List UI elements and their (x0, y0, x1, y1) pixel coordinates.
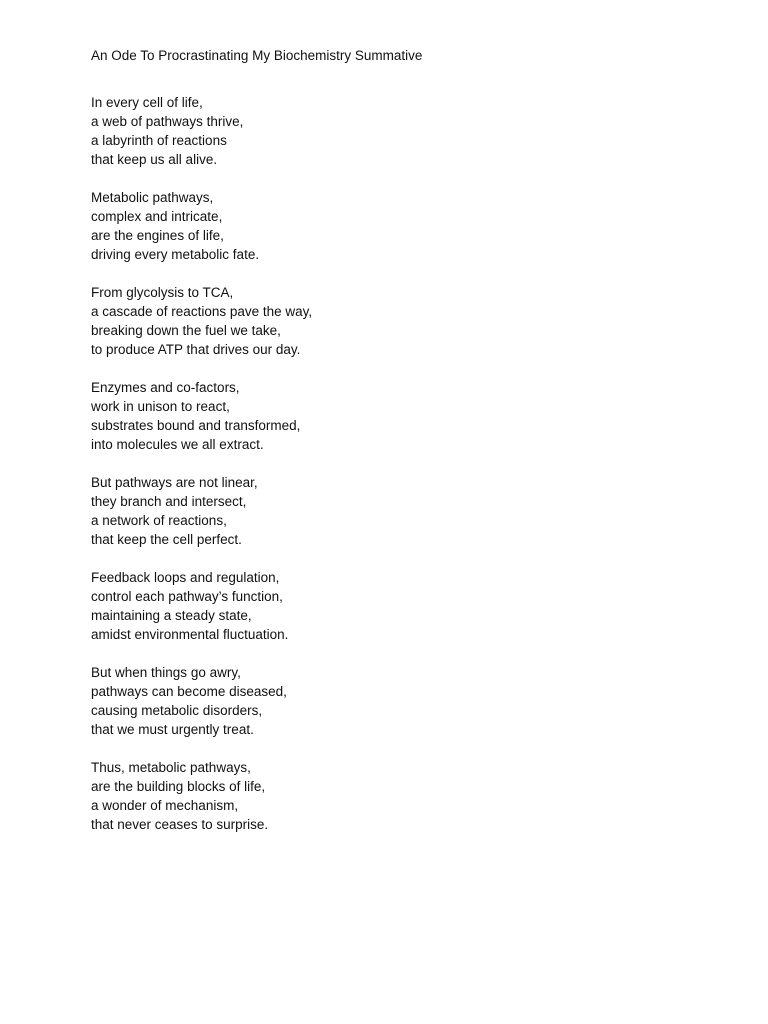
poem-line: Feedback loops and regulation, (91, 570, 280, 585)
document-title: An Ode To Procrastinating My Biochemistry Summative (91, 48, 423, 63)
poem-line: that never ceases to surprise. (91, 817, 269, 832)
poem-body (91, 93, 691, 853)
poem-line: that keep the cell perfect. (91, 532, 242, 547)
poem-line: Enzymes and co-factors, (91, 380, 240, 395)
poem-line: a cascade of reactions pave the way, (91, 304, 313, 319)
stanza (91, 378, 691, 454)
poem-line: Thus, metabolic pathways, (91, 760, 251, 775)
stanza (91, 93, 691, 169)
poem-line: But pathways are not linear, (91, 475, 258, 490)
poem-line: a web of pathways thrive, (91, 114, 244, 129)
poem-line: pathways can become diseased, (91, 684, 287, 699)
poem-line: are the engines of life, (91, 228, 224, 243)
poem-line: a labyrinth of reactions (91, 133, 227, 148)
poem-line: they branch and intersect, (91, 494, 247, 509)
poem-line: that keep us all alive. (91, 152, 218, 167)
stanza (91, 283, 691, 359)
poem-line: substrates bound and transformed, (91, 418, 301, 433)
poem-line: amidst environmental fluctuation. (91, 627, 289, 642)
poem-line: From glycolysis to TCA, (91, 285, 234, 300)
poem-line: control each pathway’s function, (91, 589, 283, 604)
stanza (91, 758, 691, 834)
poem-line: into molecules we all extract. (91, 437, 264, 452)
poem-line: causing metabolic disorders, (91, 703, 263, 718)
poem-line: that we must urgently treat. (91, 722, 254, 737)
poem-line: work in unison to react, (91, 399, 230, 414)
poem-line: a network of reactions, (91, 513, 227, 528)
stanza (91, 568, 691, 644)
stanza (91, 188, 691, 264)
poem-line: are the building blocks of life, (91, 779, 266, 794)
poem-line: maintaining a steady state, (91, 608, 252, 623)
poem-line: In every cell of life, (91, 95, 203, 110)
poem-line: driving every metabolic fate. (91, 247, 260, 262)
poem-line: But when things go awry, (91, 665, 241, 680)
poem-line: to produce ATP that drives our day. (91, 342, 301, 357)
poem-line: Metabolic pathways, (91, 190, 214, 205)
stanza (91, 473, 691, 549)
poem-line: complex and intricate, (91, 209, 223, 224)
stanza (91, 663, 691, 739)
poem-line: breaking down the fuel we take, (91, 323, 281, 338)
poem-line: a wonder of mechanism, (91, 798, 239, 813)
